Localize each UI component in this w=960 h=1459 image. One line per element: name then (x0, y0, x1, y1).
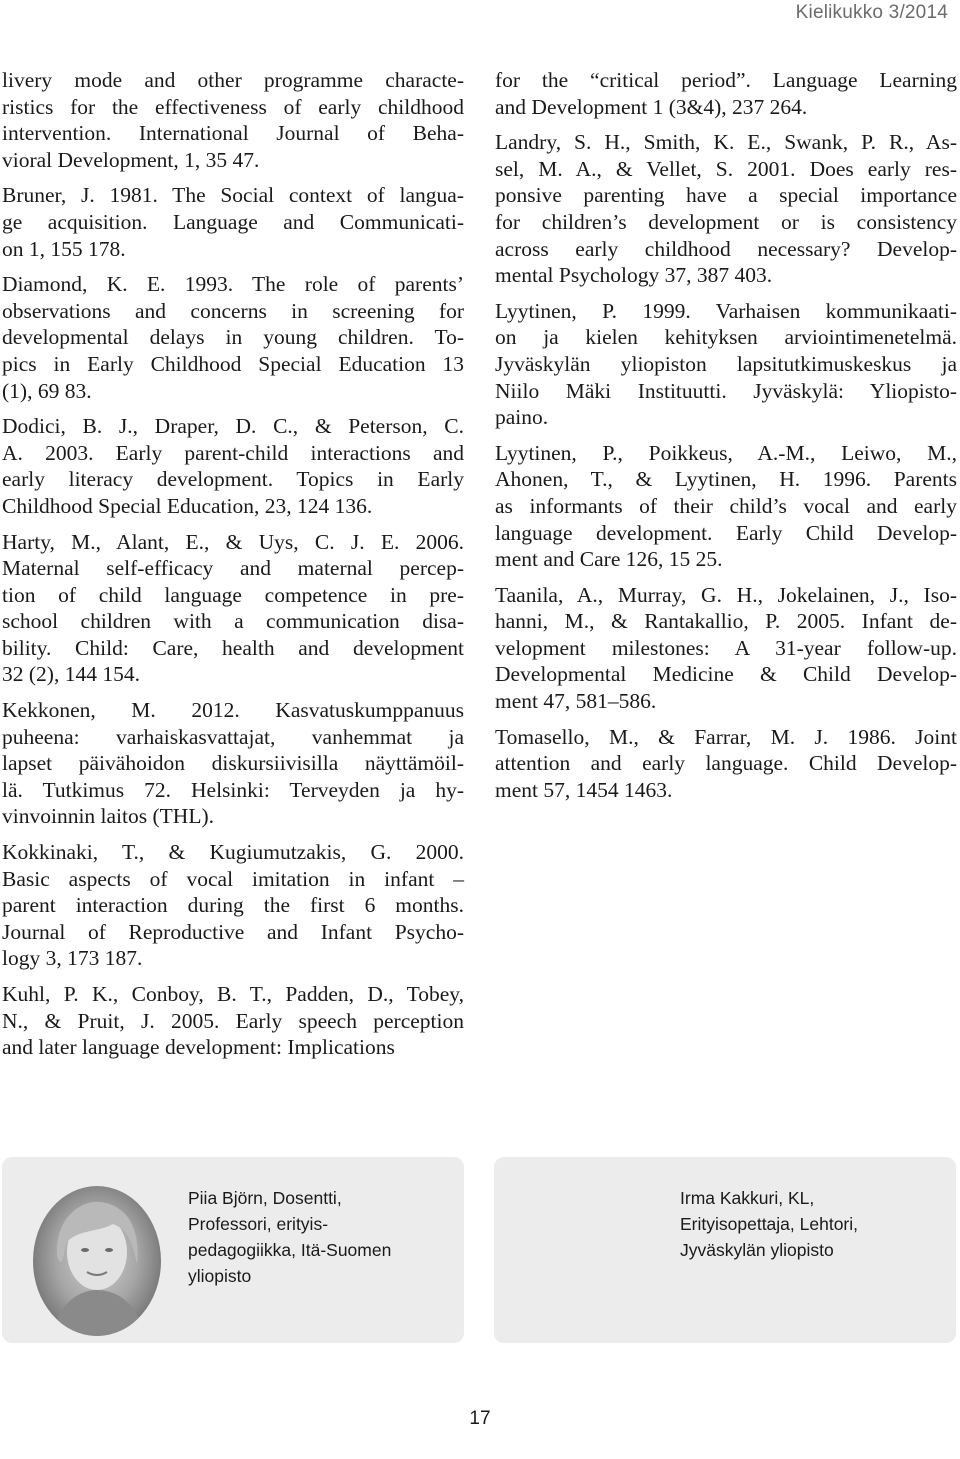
reference-entry (495, 440, 957, 573)
page-number: 17 (469, 1408, 491, 1429)
author-info-kakkuri (680, 1185, 950, 1263)
author-line: Professori, erityis- (188, 1214, 329, 1234)
reference-line: hanni, M., & Rantakallio, P. 2005. Infant de- (495, 609, 957, 634)
reference-line: ge acquisition. Language and Communicati- (2, 209, 464, 234)
reference-line: Taanila, A., Murray, G. H., Jokelainen, J., Iso- (495, 582, 957, 607)
reference-line: Kokkinaki, T., & Kugiumutzakis, G. 2000. (2, 840, 464, 865)
author-line: Jyväskylän yliopisto (680, 1240, 834, 1260)
reference-entry (2, 529, 464, 689)
reference-entry (495, 298, 957, 431)
reference-entry (495, 582, 957, 715)
running-header: Kielikukko 3/2014 (795, 2, 948, 23)
reference-line: sel, M. A., & Vellet, S. 2001. Does early res- (495, 156, 957, 181)
reference-line: developmental delays in young children. To- (2, 325, 464, 350)
reference-line: paino. (495, 405, 549, 430)
reference-line: Journal of Reproductive and Infant Psycho- (2, 919, 464, 944)
author-box-bjorn (2, 1157, 464, 1343)
reference-line: A. 2003. Early parent-child interactions and (2, 440, 464, 465)
author-line: yliopisto (188, 1266, 252, 1286)
reference-line: across early childhood necessary? Develop- (495, 236, 957, 261)
reference-entry (2, 67, 464, 173)
reference-line: Developmental Medicine & Child Develop- (495, 662, 957, 687)
reference-entry (2, 413, 464, 519)
reference-line: Kekkonen, M. 2012. Kasvatuskumppanuus (2, 698, 464, 723)
reference-line: 32 (2), 144 154. (2, 662, 140, 687)
reference-line: observations and concerns in screening for (2, 298, 464, 323)
author-line: pedagogiikka, Itä-Suomen (188, 1240, 392, 1260)
reference-line: N., & Pruit, J. 2005. Early speech perception (2, 1008, 464, 1033)
reference-line: ponsive parenting have a special importance (495, 183, 957, 208)
reference-line: as informants of their child’s vocal and early (495, 493, 957, 518)
reference-line: vinvoinnin laitos (THL). (2, 804, 214, 829)
portrait-image (33, 1186, 161, 1336)
author-line: Piia Björn, Dosentti, (188, 1188, 342, 1208)
references-column-right (495, 67, 957, 812)
reference-line: pics in Early Childhood Special Education 13 (2, 351, 464, 376)
reference-line: vioral Development, 1, 35 47. (2, 147, 260, 172)
reference-line: and later language development: Implications (2, 1035, 395, 1060)
reference-line: ment 57, 1454 1463. (495, 777, 673, 802)
reference-line: tion of child language competence in pre- (2, 582, 464, 607)
reference-line: Niilo Mäki Instituutti. Jyväskylä: Yliopisto- (495, 378, 957, 403)
reference-line: for children’s development or is consistency (495, 209, 957, 234)
reference-line: Jyväskylän yliopiston lapsitutkimuskeskus ja (495, 351, 957, 376)
reference-entry (495, 67, 957, 120)
reference-line: ment 47, 581–586. (495, 689, 657, 714)
reference-line: school children with a communication disa- (2, 609, 464, 634)
author-line: Erityisopettaja, Lehtori, (680, 1214, 859, 1234)
reference-line: on 1, 155 178. (2, 236, 126, 261)
reference-line: mental Psychology 37, 387 403. (495, 263, 773, 288)
reference-line: Maternal self-efficacy and maternal percep- (2, 556, 464, 581)
reference-line: Lyytinen, P. 1999. Varhaisen kommunikaati- (495, 298, 957, 323)
reference-entry (2, 182, 464, 262)
author-line: Irma Kakkuri, KL, (680, 1188, 815, 1208)
reference-line: Tomasello, M., & Farrar, M. J. 1986. Joint (495, 724, 957, 749)
reference-line: Lyytinen, P., Poikkeus, A.-M., Leiwo, M., (495, 440, 957, 465)
reference-line: Childhood Special Education, 23, 124 136. (2, 493, 373, 518)
reference-line: on ja kielen kehityksen arviointimenetelmä. (495, 325, 957, 350)
reference-entry (2, 271, 464, 404)
reference-line: puheena: varhaiskasvattajat, vanhemmat ja (2, 724, 464, 749)
reference-line: Landry, S. H., Smith, K. E., Swank, P. R., As- (495, 130, 957, 155)
reference-entry (495, 129, 957, 289)
reference-line: Basic aspects of vocal imitation in infant – (2, 866, 464, 891)
reference-line: Bruner, J. 1981. The Social context of langua- (2, 183, 464, 208)
reference-line: Harty, M., Alant, E., & Uys, C. J. E. 2006. (2, 529, 464, 554)
author-box-kakkuri (494, 1157, 956, 1343)
reference-line: logy 3, 173 187. (2, 946, 143, 971)
author-info-bjorn (188, 1185, 458, 1289)
reference-line: Dodici, B. J., Draper, D. C., & Peterson, C. (2, 414, 464, 439)
reference-line: ristics for the effectiveness of early childhood (2, 94, 464, 119)
reference-line: attention and early language. Child Develop- (495, 751, 957, 776)
reference-line: early literacy development. Topics in Early (2, 467, 464, 492)
reference-line: language development. Early Child Develop- (495, 520, 957, 545)
reference-line: bility. Child: Care, health and development (2, 635, 464, 660)
reference-entry (2, 839, 464, 972)
reference-line: ment and Care 126, 15 25. (495, 547, 723, 572)
references-column-left (2, 67, 464, 1070)
reference-line: for the “critical period”. Language Learning (495, 68, 957, 92)
reference-entry (495, 724, 957, 804)
reference-line: Diamond, K. E. 1993. The role of parents’ (2, 272, 464, 297)
reference-line: Ahonen, T., & Lyytinen, H. 1996. Parents (495, 467, 957, 492)
reference-line: livery mode and other programme characte- (2, 68, 464, 92)
reference-line: and Development 1 (3&4), 237 264. (495, 94, 808, 119)
reference-line: parent interaction during the first 6 months. (2, 893, 464, 918)
reference-entry (2, 697, 464, 830)
reference-line: Kuhl, P. K., Conboy, B. T., Padden, D., Tobey, (2, 982, 464, 1006)
reference-line: (1), 69 83. (2, 378, 92, 403)
reference-line: intervention. International Journal of Beha- (2, 121, 464, 146)
author-portrait-photo (33, 1186, 161, 1336)
reference-line: lä. Tutkimus 72. Helsinki: Terveyden ja hy- (2, 777, 464, 802)
reference-line: lapset päivähoidon diskursiivisilla näyttämöil- (2, 751, 464, 776)
reference-line: velopment milestones: A 31-year follow-up. (495, 635, 957, 660)
reference-entry (2, 981, 464, 1061)
